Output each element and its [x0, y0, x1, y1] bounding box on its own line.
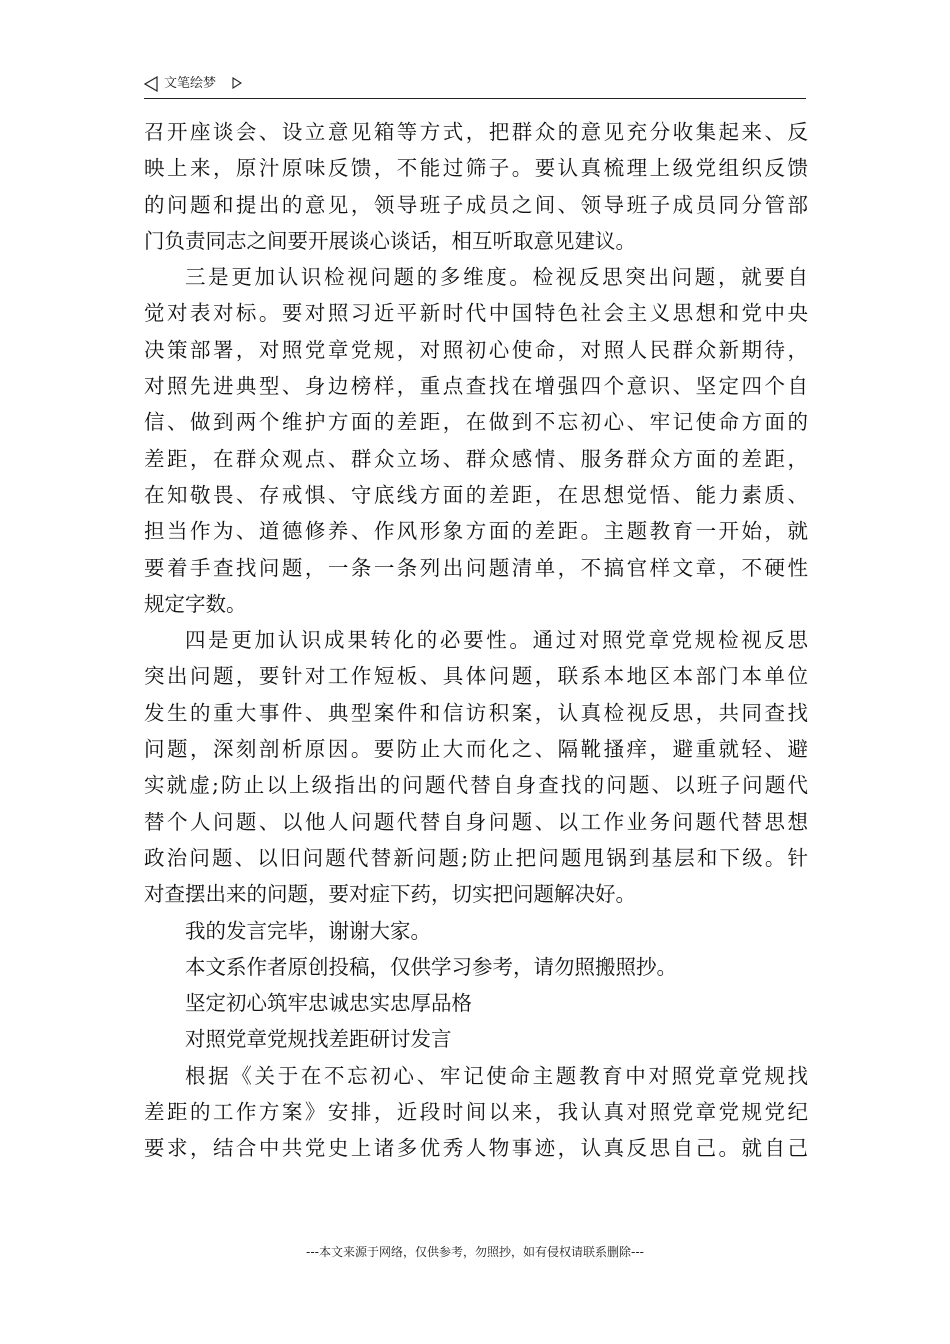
text-line: 坚定初心筑牢忠诚忠实忠厚品格 — [185, 991, 472, 1016]
text-line: 政治问题、以旧问题代替新问题;防止把问题甩锅到基层和下级。针 — [144, 845, 808, 870]
text-line: 四是更加认识成果转化的必要性。通过对照党章党规检视反思 — [185, 628, 808, 653]
text-line: 觉对表对标。要对照习近平新时代中国特色社会主义思想和党中央 — [144, 301, 808, 326]
text-line: 替个人问题、以他人问题代替自身问题、以工作业务问题代替思想 — [144, 809, 808, 834]
text-line: 突出问题，要针对工作短板、具体问题，联系本地区本部门本单位 — [144, 664, 808, 689]
page-footer: ---本文来源于网络，仅供参考，勿照抄，如有侵权请联系删除--- — [306, 1245, 644, 1259]
text-line: 我的发言完毕，谢谢大家。 — [185, 918, 431, 943]
text-line: 信、做到两个维护方面的差距，在做到不忘初心、牢记使命方面的 — [144, 410, 808, 435]
document-body — [144, 114, 808, 1167]
text-line: 要求，结合中共党史上诸多优秀人物事迹，认真反思自己。就自己 — [144, 1136, 808, 1161]
text-line: 召开座谈会、设立意见箱等方式，把群众的意见充分收集起来、反 — [144, 120, 808, 144]
text-line: 对照先进典型、身边榜样，重点查找在增强四个意识、坚定四个自 — [144, 374, 808, 399]
page-header — [144, 72, 806, 99]
text-line: 要着手查找问题，一条一条列出问题清单，不搞官样文章，不硬性 — [144, 555, 808, 580]
text-line: 差距，在群众观点、群众立场、群众感情、服务群众方面的差距， — [144, 446, 808, 471]
text-line: 对照党章党规找差距研讨发言 — [185, 1027, 452, 1052]
text-line: 问题，深刻剖析原因。要防止大而化之、隔靴搔痒，避重就轻、避 — [144, 737, 808, 762]
text-line: 本文系作者原创投稿，仅供学习参考，请勿照搬照抄。 — [185, 954, 677, 979]
text-line: 对查摆出来的问题，要对症下药，切实把问题解决好。 — [144, 882, 636, 907]
text-line: 映上来，原汁原味反馈，不能过筛子。要认真梳理上级党组织反馈 — [144, 156, 808, 181]
text-line: 的问题和提出的意见，领导班子成员之间、领导班子成员同分管部 — [144, 192, 808, 217]
left-triangle-icon — [144, 76, 158, 92]
header-title: 文笔绘梦 — [164, 76, 217, 91]
text-line: 规定字数。 — [144, 591, 247, 616]
right-triangle-icon — [232, 77, 242, 89]
text-line: 实就虚;防止以上级指出的问题代替自身查找的问题、以班子问题代 — [144, 773, 808, 798]
text-line: 发生的重大事件、典型案件和信访积案，认真检视反思，共同查找 — [144, 700, 808, 725]
text-line: 门负责同志之间要开展谈心谈话，相互听取意见建议。 — [144, 228, 636, 253]
text-line: 决策部署，对照党章党规，对照初心使命，对照人民群众新期待， — [144, 337, 808, 362]
text-line: 三是更加认识检视问题的多维度。检视反思突出问题，就要自 — [185, 265, 808, 290]
text-line: 担当作为、道德修养、作风形象方面的差距。主题教育一开始，就 — [144, 519, 808, 544]
text-line: 根据《关于在不忘初心、牢记使命主题教育中对照党章党规找 — [185, 1063, 808, 1088]
text-line: 差距的工作方案》安排，近段时间以来，我认真对照党章党规党纪 — [144, 1100, 808, 1125]
text-line: 在知敬畏、存戒惧、守底线方面的差距，在思想觉悟、能力素质、 — [144, 482, 808, 507]
